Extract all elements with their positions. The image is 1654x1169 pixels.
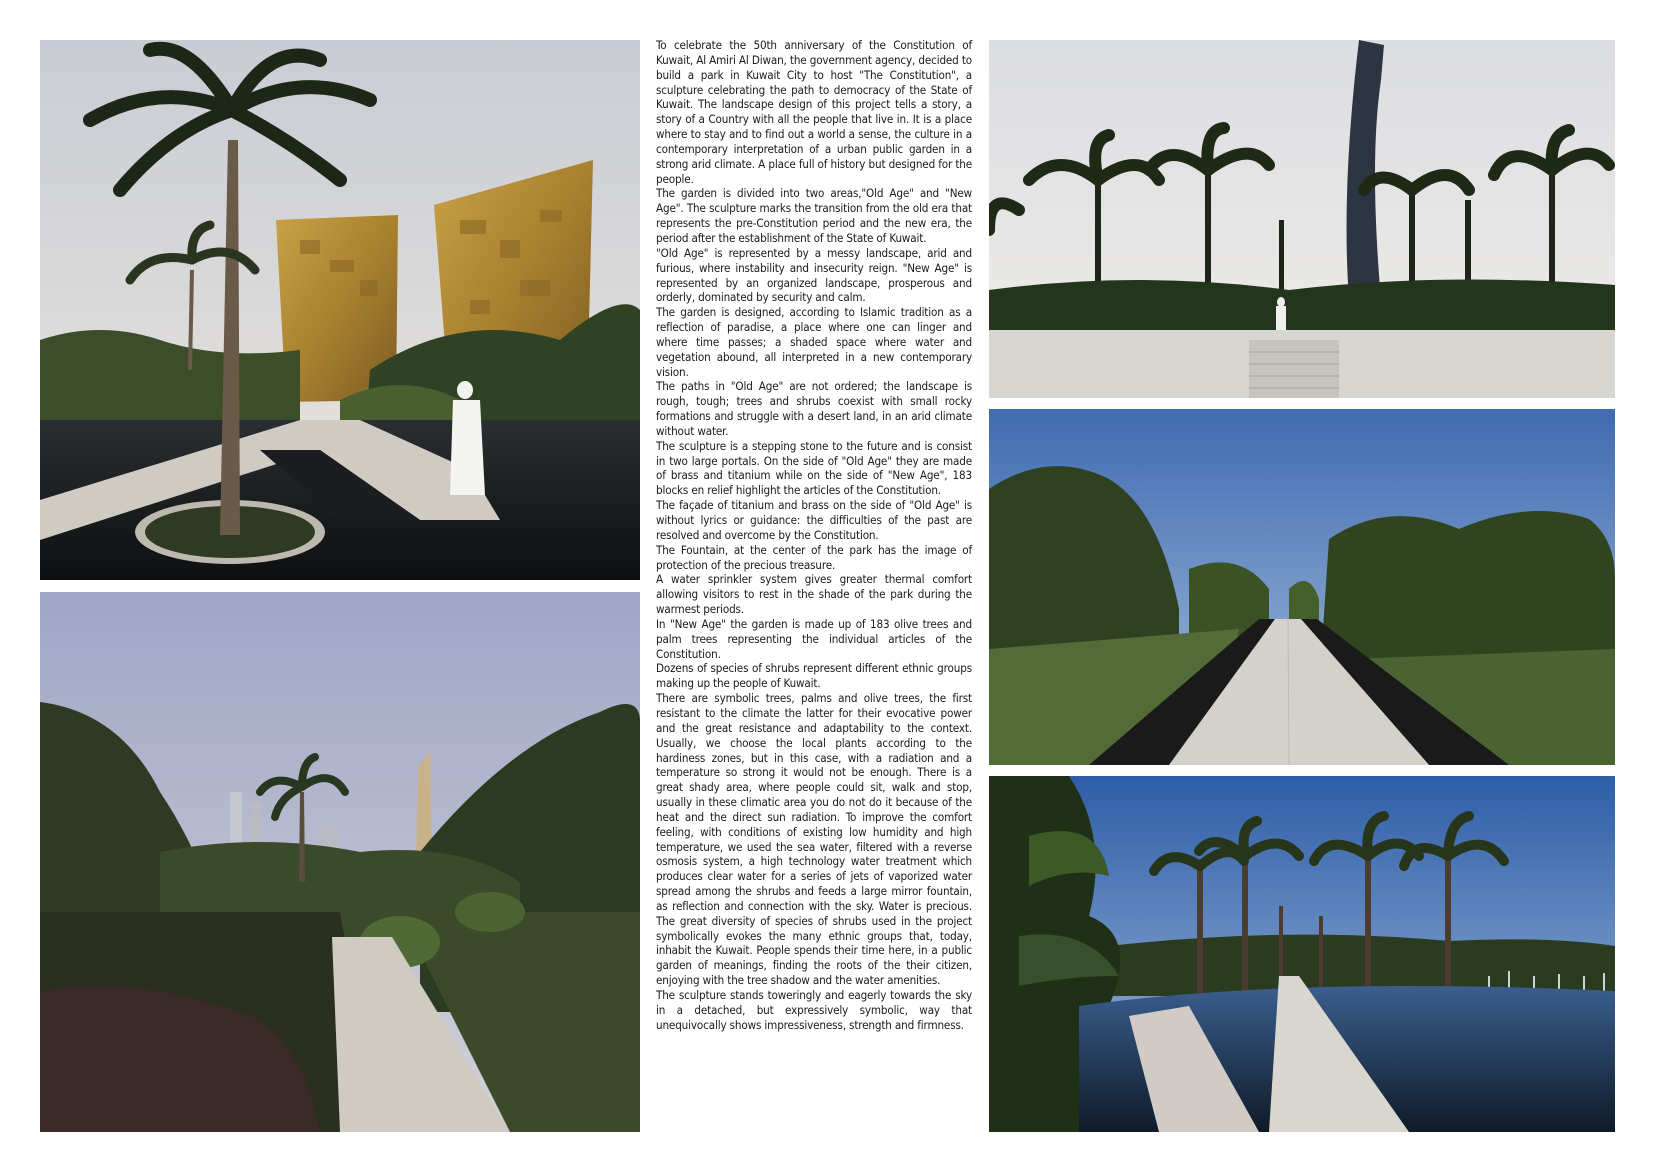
article-paragraph-10: In "New Age" the garden is made up of 183 olive trees and palm trees representing the individual articles of the Constitution. — [656, 616, 972, 661]
article-paragraph-11: Dozens of species of shrubs represent different ethnic groups making up the people of Kuwait. — [656, 661, 972, 691]
article-paragraph-9: A water sprinkler system gives greater thermal comfort allowing visitors to rest in the shade of the park during the warmest periods. — [656, 572, 972, 617]
article-paragraph-3: "Old Age" is represented by a messy landscape, arid and furious, where instability and insecurity reign. "New Age" is represented by an organized landscape, prosperous and orderly, dominated by security and calm. — [656, 245, 972, 305]
article-paragraph-4: The garden is designed, according to Islamic tradition as a reflection of paradise, a place where one can linger and where time passes; a shaded space where water and vegetation abound, all interpreted in a new contemporary vision. — [656, 305, 972, 379]
photo-sculpture-portals — [40, 40, 640, 580]
article-paragraph-12: There are symbolic trees, palms and olive trees, the first resistant to the climate the latter for their evocative power and the great resistance and adaptability to the context. Usually, we choose the local plants according to the hardiness zones, but in this case, with a radiation and a temperature so strong it would not be enough. There is a great shady area, where people could sit, walk and stop, usually in these climatic area you do not do it because of the heat and the direct sun radiation. To improve the comfort feeling, with conditions of existing low humidity and high temperature, we used the sea water, filtered with a reverse osmosis system, a high technology water treatment which produces clear water for a series of jets of vaporized water spread among the shrubs and feeds a large mirror fountain, as reflection and connection with the sky. Water is precious. The great diversity of species of shrubs used in the project symbolically evokes the many ethnic groups that, today, inhabit the Kuwait. People spends their time here, in a public garden of meanings, finding the roots of the their citizen, enjoying with the tree shadow and the water amenities. — [656, 691, 972, 988]
photo-olive-path-channel — [989, 409, 1615, 765]
photo-tower-palms-steps — [989, 40, 1615, 398]
article-paragraph-8: The Fountain, at the center of the park has the image of protection of the precious treasure. — [656, 542, 972, 572]
article-paragraph-5: The paths in "Old Age" are not ordered; the landscape is rough, tough; trees and shrubs coexist with small rocky formations and struggle with a desert land, in an arid climate without water. — [656, 379, 972, 438]
article-paragraph-2: The garden is divided into two areas,"Old Age" and "New Age". The sculpture marks the transition from the old era that represents the pre-Constitution period and the new era, the period after the establishment of the State of Kuwait. — [656, 186, 972, 245]
article-paragraph-1: To celebrate the 50th anniversary of the Constitution of Kuwait, Al Amiri Al Diwan, the government agency, decided to build a park in Kuwait City to host "The Constitution", a sculpture celebrating the path to democracy of the State of Kuwait. The landscape design of this project tells a story, a story of a Country with all the people that live in. It is a place where to stay and to find out a world a sense, the culture in a contemporary interpretation of a urban public garden in a strong arid climate. A place full of history but designed for the people. — [656, 38, 972, 186]
article-paragraph-13: The sculpture stands toweringly and eagerly towards the sky in a detached, but expressively symbolic, way that unequivocally shows impressiveness, strength and firmness. — [656, 988, 972, 1032]
article-text — [656, 38, 972, 1134]
article-paragraph-6: The sculpture is a stepping stone to the future and is consist in two large portals. On the side of "Old Age" they are made of brass and titanium while on the side of "New Age", 183 blocks en relief highlight the articles of the Constitution. — [656, 438, 972, 498]
article-paragraph-7: The façade of titanium and brass on the side of "Old Age" is without lyrics or guidance: the difficulties of the past are resolved and overcome by the Constitution. — [656, 498, 972, 542]
photo-garden-path-skyline — [40, 592, 640, 1132]
photo-palms-mirror-fountain — [989, 776, 1615, 1132]
